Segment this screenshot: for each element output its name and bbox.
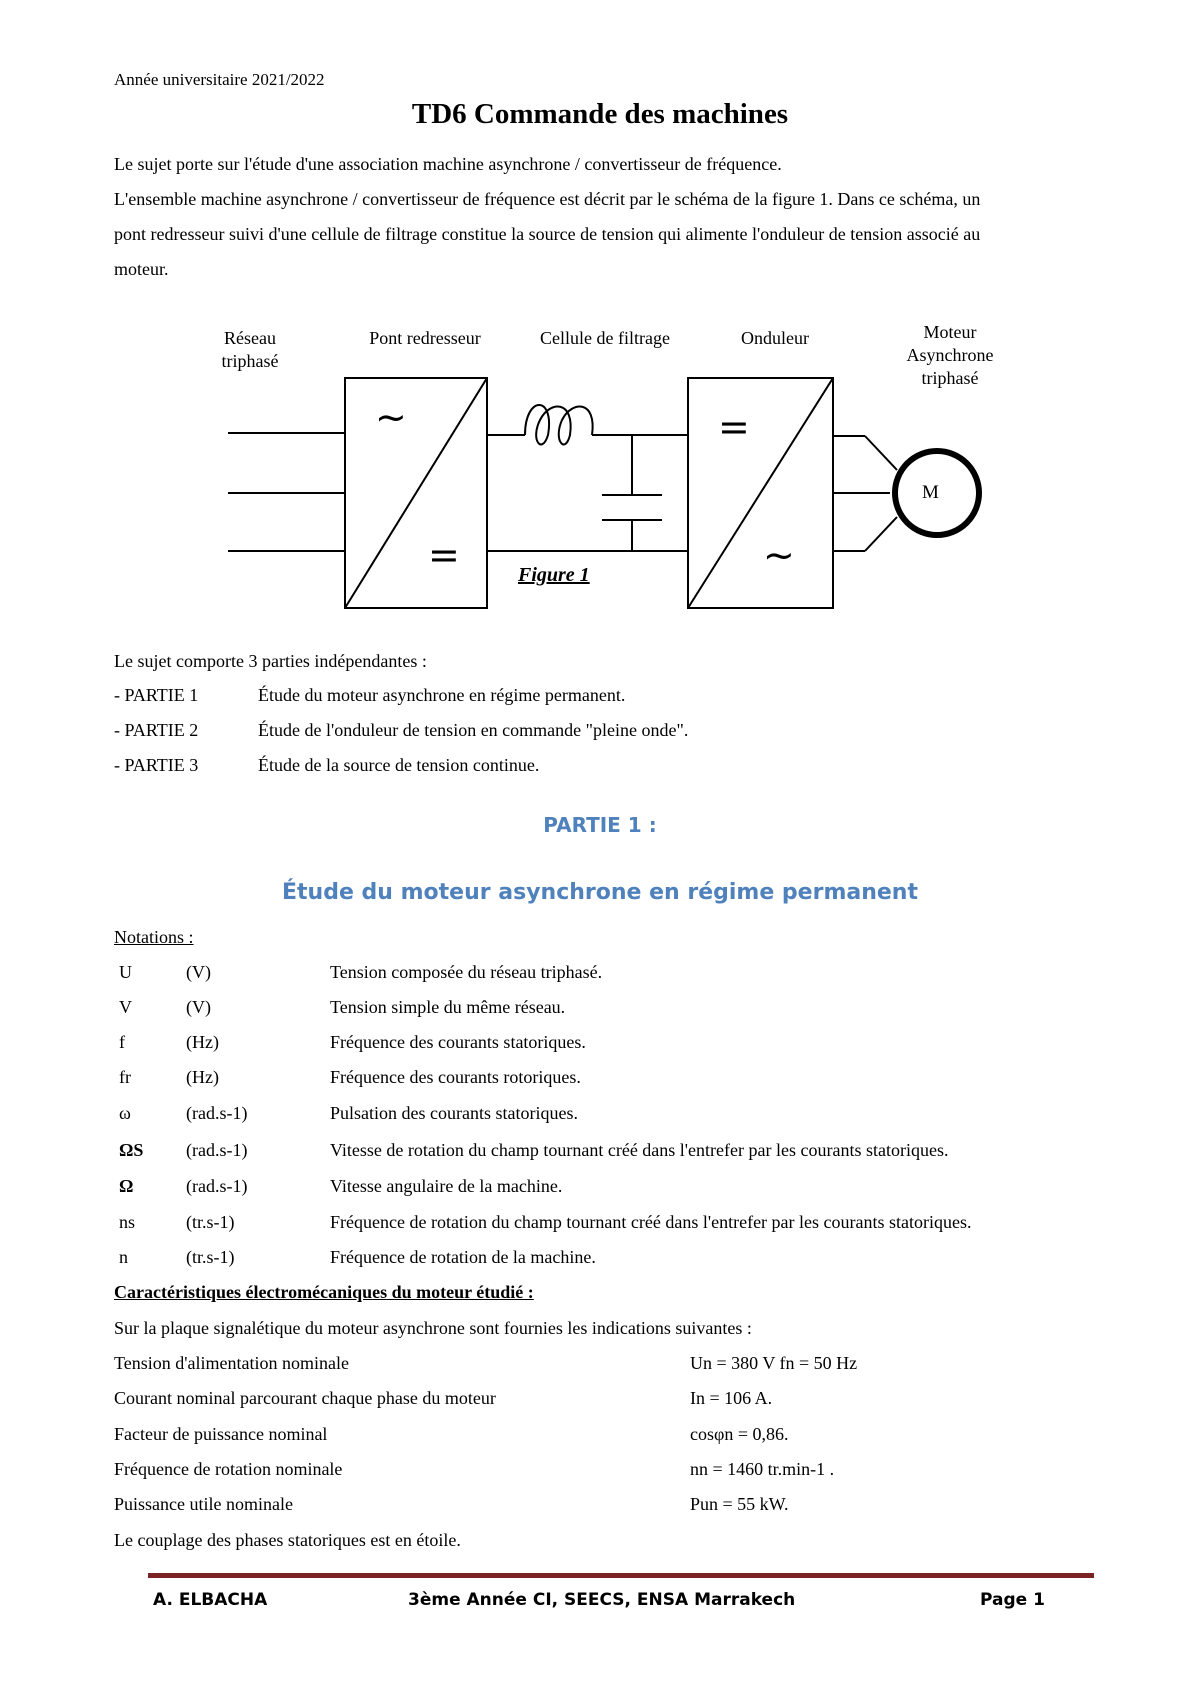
part-1-desc: Étude du moteur asynchrone en régime permanent. — [258, 685, 626, 705]
inductor-coil — [525, 405, 593, 444]
notation-desc: Pulsation des courants statoriques. — [330, 1103, 578, 1123]
caract-value: Pun = 55 kW. — [690, 1494, 789, 1514]
footer-page: Page 1 — [980, 1590, 1045, 1610]
notation-unit: (rad.s-1) — [186, 1103, 248, 1123]
notation-unit: (rad.s-1) — [186, 1176, 248, 1196]
notation-unit: (Hz) — [186, 1067, 219, 1087]
notation-desc: Tension simple du même réseau. — [330, 997, 566, 1017]
part-3-desc: Étude de la source de tension continue. — [258, 755, 540, 775]
rectifier-dc-symbol: = — [428, 533, 460, 577]
caract-label: Facteur de puissance nominal — [114, 1424, 328, 1444]
notation-desc: Fréquence des courants statoriques. — [330, 1032, 586, 1052]
figure-1-schema — [0, 0, 1200, 700]
notations-title: Notations : — [114, 927, 194, 947]
notation-unit: (Hz) — [186, 1032, 219, 1052]
notation-unit: (rad.s-1) — [186, 1140, 248, 1160]
caract-label: Puissance utile nominale — [114, 1494, 293, 1514]
parts-intro: Le sujet comporte 3 parties indépendantes : — [114, 651, 427, 671]
part-1-name: - PARTIE 1 — [114, 685, 199, 705]
part-2-name: - PARTIE 2 — [114, 720, 199, 740]
part-3-name: - PARTIE 3 — [114, 755, 199, 775]
caract-label: Tension d'alimentation nominale — [114, 1353, 349, 1373]
inverter-diagonal — [688, 378, 833, 608]
label-pont-redresseur: Pont redresseur — [369, 328, 481, 348]
label-moteur: Moteur Asynchrone triphasé — [906, 322, 994, 388]
rectifier-diagonal — [345, 378, 487, 608]
caract-label: Fréquence de rotation nominale — [114, 1459, 343, 1479]
footer-author: A. ELBACHA — [153, 1590, 268, 1610]
notation-sym: n — [119, 1247, 128, 1267]
footer-rule — [148, 1573, 1094, 1578]
notation-sym: U — [119, 962, 132, 982]
intro-line-2: L'ensemble machine asynchrone / convertisseur de fréquence est décrit par le schéma de la figure 1. Dans ce schéma, un — [114, 189, 981, 209]
inverter-ac-symbol: ~ — [763, 533, 795, 577]
part-2-desc: Étude de l'onduleur de tension en commande "pleine onde". — [258, 720, 689, 740]
motor-letter: M — [922, 482, 939, 503]
partie-1-subheading: Étude du moteur asynchrone en régime permanent — [282, 880, 918, 905]
figure-caption: Figure 1 — [518, 564, 590, 586]
intro-line-1: Le sujet porte sur l'étude d'une association machine asynchrone / convertisseur de fréquence. — [114, 154, 782, 174]
notation-unit: (tr.s-1) — [186, 1212, 235, 1232]
notation-sym: ns — [119, 1212, 136, 1232]
caract-value: Un = 380 V fn = 50 Hz — [690, 1353, 858, 1373]
caract-label: Courant nominal parcourant chaque phase du moteur — [114, 1388, 496, 1408]
partie-1-heading: PARTIE 1 : — [543, 813, 657, 837]
caracteristiques-title: Caractéristiques électromécaniques du moteur étudié : — [114, 1282, 534, 1302]
label-cellule-filtrage: Cellule de filtrage — [540, 328, 670, 348]
notation-unit: (tr.s-1) — [186, 1247, 235, 1267]
notation-desc: Tension composée du réseau triphasé. — [330, 962, 603, 982]
footer-course: 3ème Année CI, SEECS, ENSA Marrakech — [408, 1590, 796, 1610]
intro-line-4: moteur. — [114, 259, 169, 279]
notation-sym: Ω — [119, 1176, 134, 1196]
label-reseau: Réseau triphasé — [221, 328, 279, 371]
inverter-dc-symbol: = — [718, 405, 750, 449]
intro-line-3: pont redresseur suivi d'une cellule de filtrage constitue la source de tension qui alimente l'onduleur de tension associé au — [114, 224, 981, 244]
notation-desc: Fréquence de rotation de la machine. — [330, 1247, 596, 1267]
rectifier-ac-symbol: ~ — [375, 395, 407, 439]
notation-desc: Vitesse de rotation du champ tournant créé dans l'entrefer par les courants statoriques. — [330, 1140, 949, 1160]
notation-sym: ΩS — [119, 1140, 144, 1160]
caract-value: nn = 1460 tr.min-1 . — [690, 1459, 835, 1479]
caract-value: cosφn = 0,86. — [690, 1424, 789, 1444]
notation-sym: fr — [119, 1067, 131, 1087]
notation-desc: Fréquence de rotation du champ tournant créé dans l'entrefer par les courants statoriques. — [330, 1212, 972, 1232]
caracteristiques-intro: Sur la plaque signalétique du moteur asynchrone sont fournies les indications suivantes : — [114, 1318, 752, 1338]
notation-desc: Fréquence des courants rotoriques. — [330, 1067, 581, 1087]
notation-unit: (V) — [186, 962, 211, 982]
academic-year: Année universitaire 2021/2022 — [114, 70, 325, 89]
notation-unit: (V) — [186, 997, 211, 1017]
notation-desc: Vitesse angulaire de la machine. — [330, 1176, 563, 1196]
notation-sym: f — [119, 1032, 125, 1052]
couplage-text: Le couplage des phases statoriques est en étoile. — [114, 1530, 461, 1550]
label-onduleur: Onduleur — [741, 328, 809, 348]
caract-value: In = 106 A. — [690, 1388, 773, 1408]
notation-sym: ω — [119, 1103, 131, 1123]
notation-sym: V — [119, 997, 132, 1017]
page-title: TD6 Commande des machines — [411, 98, 789, 130]
